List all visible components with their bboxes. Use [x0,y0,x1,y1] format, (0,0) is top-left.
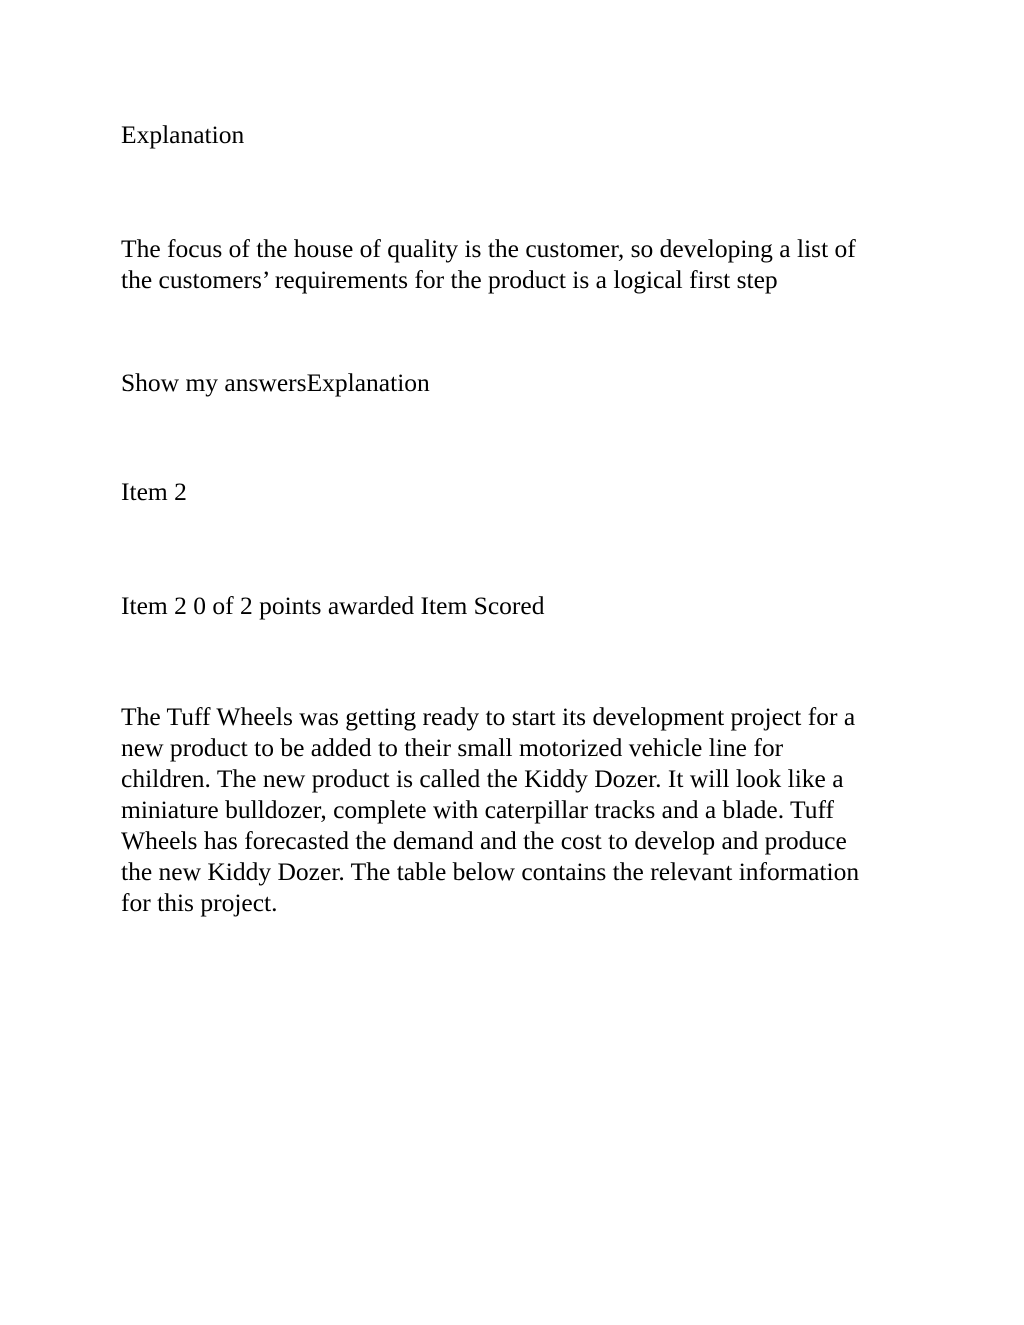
tuff-wheels-paragraph [121,701,911,918]
tuff-wheels-line: The Tuff Wheels was getting ready to start its development project for a [121,702,856,731]
tuff-wheels-line: the new Kiddy Dozer. The table below contains the relevant information [121,857,860,886]
item-score-label: Item 2 0 of 2 points awarded Item Scored [121,591,545,620]
item-label [121,476,911,507]
tuff-wheels-line: for this project. [121,888,278,917]
tuff-wheels-line: Wheels has forecasted the demand and the cost to develop and produce [121,826,847,855]
explanation-heading [121,119,911,150]
focus-paragraph [121,233,911,295]
tuff-wheels-line: new product to be added to their small motorized vehicle line for [121,733,784,762]
show-answers-label: Show my answersExplanation [121,368,430,397]
tuff-wheels-line: children. The new product is called the Kiddy Dozer. It will look like a [121,764,844,793]
show-answers-text [121,367,911,398]
focus-paragraph-line: the customers’ requirements for the product is a logical first step [121,265,778,294]
item-score-text [121,590,911,621]
item-label-text: Item 2 [121,477,187,506]
tuff-wheels-line: miniature bulldozer, complete with caterpillar tracks and a blade. Tuff [121,795,834,824]
focus-paragraph-line: The focus of the house of quality is the customer, so developing a list of [121,234,856,263]
explanation-heading-text: Explanation [121,120,245,149]
